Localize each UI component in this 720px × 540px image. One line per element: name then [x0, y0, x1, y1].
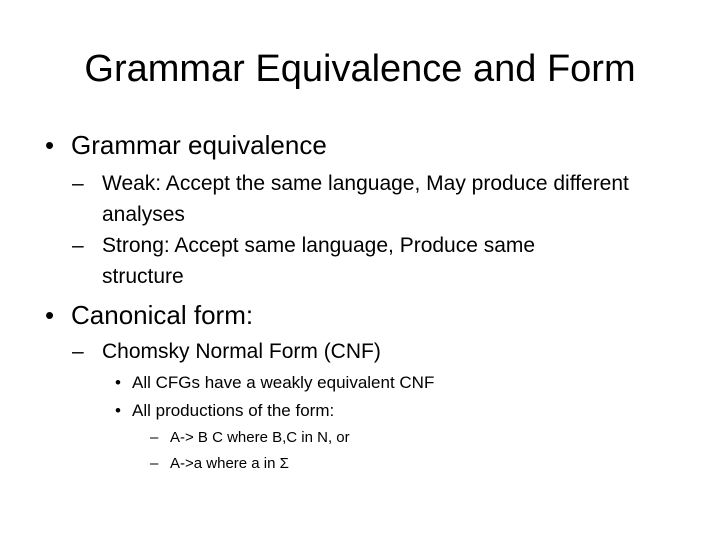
subbullet-text: Strong: Accept same language, Produce same structure: [102, 234, 536, 288]
bullet-text: Grammar equivalence: [71, 130, 327, 160]
bullet-marker: •: [115, 401, 121, 420]
subbullet-text: Chomsky Normal Form (CNF): [102, 340, 381, 363]
dash-marker: –: [150, 455, 159, 472]
bullet-text: Canonical form:: [71, 300, 254, 330]
subbullet-text: Weak: Accept the same language, May produce different analyses: [102, 172, 629, 226]
dash-marker: –: [72, 234, 84, 257]
bullet-marker: •: [45, 130, 55, 160]
rule-text: A->a where a in Σ: [170, 455, 289, 472]
item-text: All CFGs have a weakly equivalent CNF: [132, 373, 435, 392]
bullet-marker: •: [115, 373, 121, 392]
rule-text: A-> B C where B,C in N, or: [170, 429, 350, 446]
dash-marker: –: [72, 340, 84, 363]
dash-marker: –: [72, 172, 84, 195]
slide-title: Grammar Equivalence and Form: [84, 48, 636, 90]
item-text: All productions of the form:: [132, 401, 335, 420]
dash-marker: –: [150, 429, 159, 446]
bullet-marker: •: [45, 300, 55, 330]
